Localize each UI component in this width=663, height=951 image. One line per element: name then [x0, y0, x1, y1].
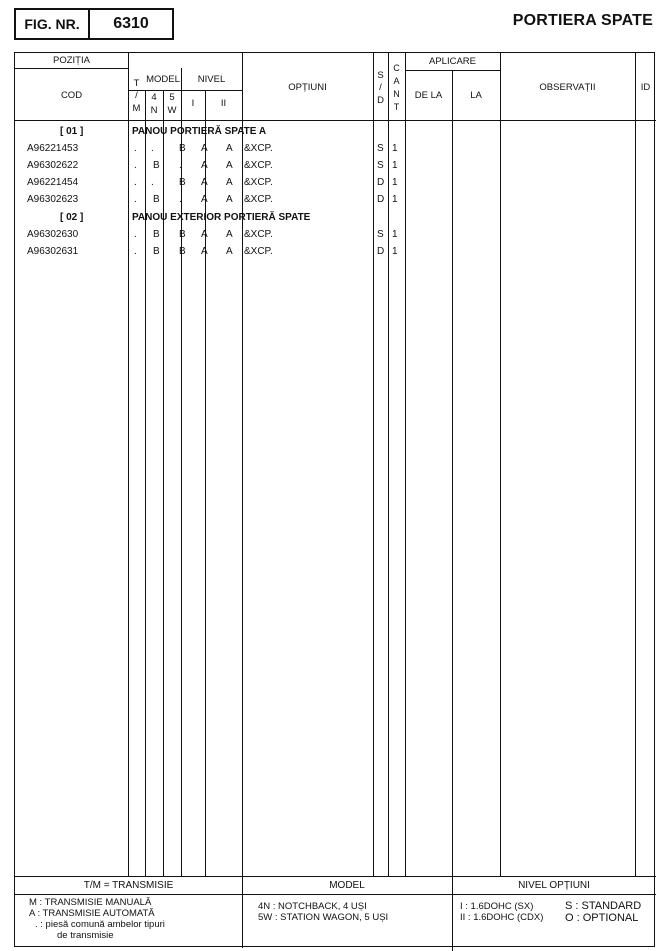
- part-code: A96221454: [27, 177, 79, 188]
- col-tm-slash: /: [135, 90, 138, 101]
- col-id: ID: [640, 82, 651, 93]
- col-cant-t: T: [393, 102, 400, 112]
- column-rule: [452, 70, 453, 951]
- figure-label: FIG. NR.: [16, 10, 90, 38]
- col-observatii: OBSERVAȚII: [539, 82, 596, 93]
- cell-nivel-1: A: [201, 246, 208, 257]
- part-code: A96302630: [27, 229, 79, 240]
- column-rule: [405, 53, 406, 876]
- col-sd-slash: /: [379, 82, 382, 93]
- cell-nivel-1: A: [201, 229, 208, 240]
- col-cant-c: C: [393, 63, 400, 73]
- column-rule: [500, 53, 501, 876]
- cell-sd: S: [377, 160, 384, 171]
- cell-optiuni: &XCP.: [244, 246, 273, 257]
- col-model-w: W: [167, 105, 177, 116]
- cell-nivel-2: A: [226, 229, 233, 240]
- cell-cant: 1: [392, 160, 398, 171]
- column-rule: [242, 53, 243, 948]
- cell-sd: D: [377, 246, 385, 257]
- cell-model-4n: B: [153, 194, 160, 205]
- cell-tm: .: [134, 194, 137, 205]
- cell-model-4n: .: [151, 143, 154, 154]
- legend-nivel-i: I : 1.6DOHC (SX): [460, 901, 534, 912]
- section-ref: [ 01 ]: [60, 126, 84, 137]
- legend-tm-title: T/M = TRANSMISIE: [83, 880, 174, 891]
- cell-sd: S: [377, 143, 384, 154]
- cell-nivel-1: A: [201, 160, 208, 171]
- header-bottom-rule: [15, 120, 656, 121]
- cell-sd: D: [377, 177, 385, 188]
- legend-nivel-title: NIVEL OPȚIUNI: [518, 880, 590, 891]
- cell-model-4n: B: [153, 229, 160, 240]
- column-rule: [373, 53, 374, 876]
- part-code: A96302622: [27, 160, 79, 171]
- cell-model-5w: .: [179, 194, 182, 205]
- legend-standard: S : STANDARD: [565, 900, 642, 912]
- header-rule: [15, 68, 128, 69]
- cell-optiuni: &XCP.: [244, 229, 273, 240]
- cell-nivel-2: A: [226, 143, 233, 154]
- column-rule: [145, 90, 146, 876]
- cell-cant: 1: [392, 143, 398, 154]
- cell-tm: .: [134, 177, 137, 188]
- cell-model-5w: B: [179, 177, 186, 188]
- cell-nivel-2: A: [226, 246, 233, 257]
- cell-optiuni: &XCP.: [244, 160, 273, 171]
- column-rule: [181, 68, 182, 876]
- figure-number: 6310: [113, 15, 149, 32]
- col-tm-t: T: [133, 78, 140, 89]
- col-de-la: DE LA: [414, 90, 443, 101]
- parts-table: [14, 52, 655, 947]
- col-optiuni: OPȚIUNI: [288, 82, 327, 93]
- legend-tm-common-2: de transmisie: [57, 930, 114, 941]
- column-rule: [128, 53, 129, 876]
- section-title: PANOU PORTIERĂ SPATE A: [132, 126, 267, 137]
- col-nivel: NIVEL: [197, 74, 226, 85]
- cell-nivel-1: A: [201, 143, 208, 154]
- cell-model-5w: B: [179, 143, 186, 154]
- cell-tm: .: [134, 229, 137, 240]
- legend-nivel-ii: II : 1.6DOHC (CDX): [460, 912, 544, 923]
- col-pozitia: POZIȚIA: [53, 55, 90, 66]
- column-rule: [205, 90, 206, 876]
- col-sd-s: S: [377, 70, 384, 81]
- part-code: A96221453: [27, 143, 79, 154]
- cell-optiuni: &XCP.: [244, 177, 273, 188]
- legend-tm-auto: A : TRANSMISIE AUTOMATĂ: [29, 908, 155, 919]
- page-title: PORTIERA SPATE: [512, 12, 653, 29]
- col-sd-d: D: [377, 95, 384, 106]
- legend-model-title: MODEL: [329, 880, 365, 891]
- col-aplicare: APLICARE: [429, 56, 476, 67]
- col-cant-a: A: [393, 76, 400, 86]
- legend-model-5w: 5W : STATION WAGON, 5 UȘI: [258, 912, 389, 923]
- legend-tm-manual: M : TRANSMISIE MANUALĂ: [29, 897, 152, 908]
- figure-number-box: [14, 8, 174, 40]
- column-rule: [635, 53, 636, 876]
- cell-model-4n: .: [151, 177, 154, 188]
- cell-nivel-2: A: [226, 177, 233, 188]
- col-model: MODEL: [146, 74, 180, 85]
- legend-title-rule: [15, 894, 656, 895]
- cell-tm: .: [134, 246, 137, 257]
- legend-tm-common: . : piesă comună ambelor tipuri: [35, 919, 165, 930]
- cell-tm: .: [134, 160, 137, 171]
- col-cant-n: N: [393, 89, 400, 99]
- column-rule: [163, 90, 164, 876]
- cell-model-4n: B: [153, 160, 160, 171]
- column-rule: [388, 53, 389, 876]
- cell-optiuni: &XCP.: [244, 194, 273, 205]
- col-cod: COD: [60, 90, 83, 101]
- cell-cant: 1: [392, 177, 398, 188]
- col-tm-m: M: [132, 103, 141, 114]
- col-nivel-i: I: [191, 98, 195, 109]
- part-code: A96302623: [27, 194, 79, 205]
- cell-model-4n: B: [153, 246, 160, 257]
- cell-sd: S: [377, 229, 384, 240]
- cell-model-5w: .: [179, 160, 182, 171]
- part-code: A96302631: [27, 246, 79, 257]
- col-model-5: 5: [169, 92, 175, 103]
- col-nivel-ii: II: [220, 98, 227, 109]
- cell-cant: 1: [392, 229, 398, 240]
- section-ref: [ 02 ]: [60, 212, 84, 223]
- cell-sd: D: [377, 194, 385, 205]
- cell-cant: 1: [392, 246, 398, 257]
- cell-nivel-2: A: [226, 194, 233, 205]
- cell-model-5w: B: [179, 246, 186, 257]
- cell-tm: .: [134, 143, 137, 154]
- legend-optional: O : OPTIONAL: [565, 912, 639, 924]
- cell-cant: 1: [392, 194, 398, 205]
- section-title: PANOU EXTERIOR PORTIERĂ SPATE: [132, 212, 311, 223]
- cell-nivel-1: A: [201, 177, 208, 188]
- col-model-n: N: [150, 105, 158, 116]
- cell-optiuni: &XCP.: [244, 143, 273, 154]
- col-la: LA: [470, 90, 482, 101]
- cell-nivel-2: A: [226, 160, 233, 171]
- legend-top-rule: [15, 876, 656, 877]
- cell-nivel-1: A: [201, 194, 208, 205]
- col-model-4: 4: [151, 92, 157, 103]
- legend-model-4n: 4N : NOTCHBACK, 4 UȘI: [258, 901, 367, 912]
- cell-model-5w: B: [179, 229, 186, 240]
